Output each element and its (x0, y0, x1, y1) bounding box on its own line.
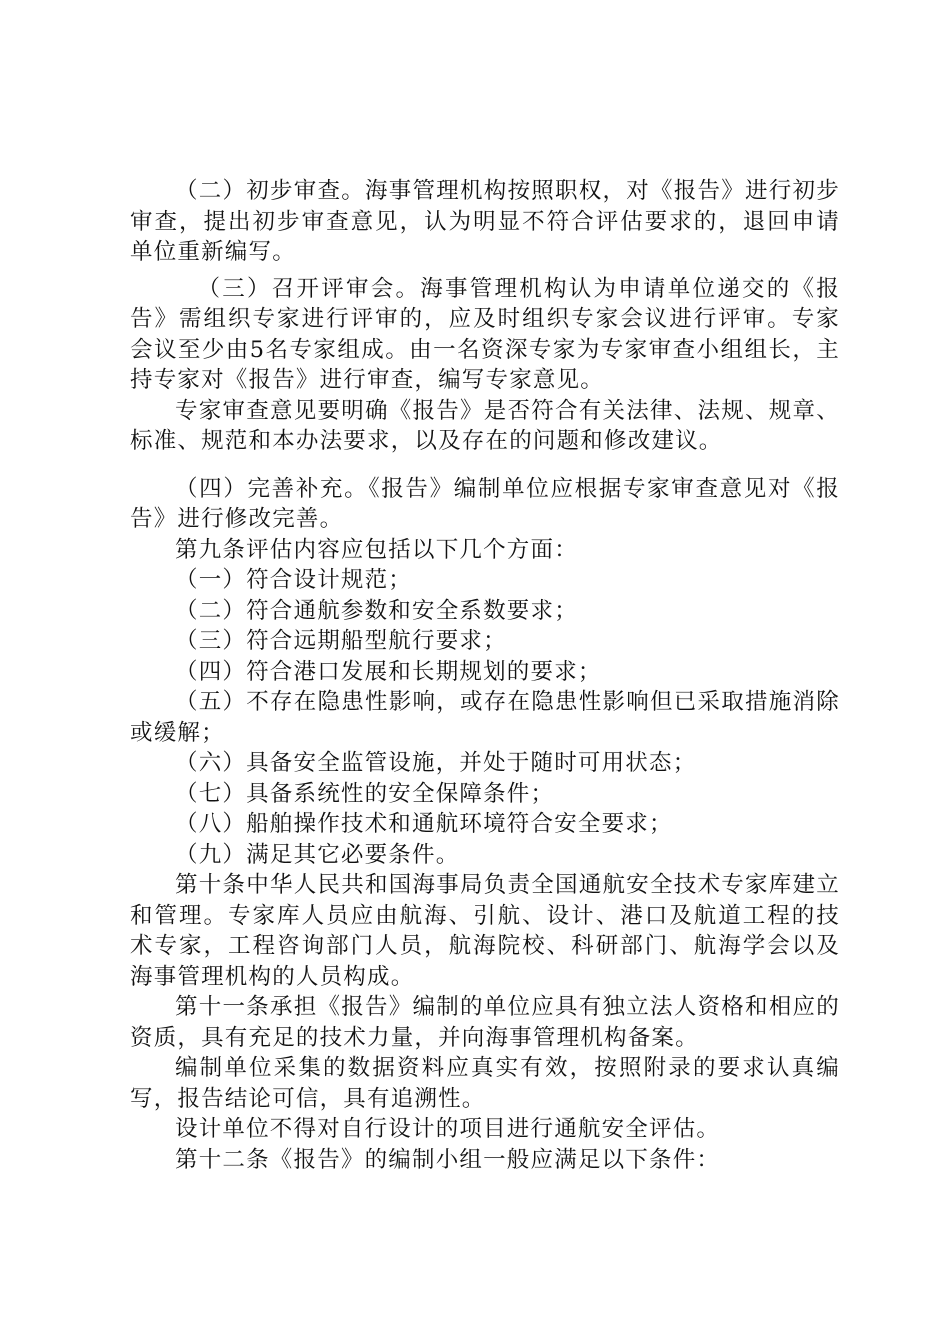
list-item: （一）符合设计规范； (175, 567, 413, 593)
list-item: （五）不存在隐患性影响，或存在隐患性影响但已采取措施消除或缓解； (130, 689, 840, 746)
paragraph-review-meeting: （三）召开评审会。海事管理机构认为申请单位递交的《报告》需组织专家进行评审的，应及时组织专家会议进行评审。专家会议至少由5名专家组成。由一名资深专家为专家审查小组组长，主持专家对《报告》进行审查，编写专家意见。 (130, 275, 840, 393)
paragraph-preliminary-review: （二）初步审查。海事管理机构按照职权，对《报告》进行初步审查，提出初步审查意见，认为明显不符合评估要求的，退回申请单位重新编写。 (130, 178, 840, 265)
list-item: （八）船舶操作技术和通航环境符合安全要求； (175, 811, 673, 837)
paragraph-article-9: 第九条评估内容应包括以下几个方面： (175, 536, 578, 563)
list-item: （六）具备安全监管设施，并处于随时可用状态； (175, 750, 697, 776)
paragraph-design-unit: 设计单位不得对自行设计的项目进行通航安全评估。 (175, 1116, 721, 1142)
list-item: （九）满足其它必要条件。 (175, 841, 460, 868)
paragraph-supplement: （四）完善补充。《报告》编制单位应根据专家审查意见对《报告》进行修改完善。 (130, 475, 840, 532)
paragraph-article-10: 第十条中华人民共和国海事局负责全国通航安全技术专家库建立和管理。专家库人员应由航海、引航、设计、港口及航道工程的技术专家，工程咨询部门人员，航海院校、科研部门、航海学会以及海事管理机构的人员构成。 (130, 872, 840, 990)
paragraph-data-requirements: 编制单位采集的数据资料应真实有效，按照附录的要求认真编写，报告结论可信，具有追溯性。 (130, 1055, 840, 1112)
list-item: （四）符合港口发展和长期规划的要求； (175, 658, 602, 685)
list-item: （七）具备系统性的安全保障条件； (175, 780, 555, 807)
list-item: （二）符合通航参数和安全系数要求； (175, 597, 578, 624)
list-item: （三）符合远期船型航行要求； (175, 628, 507, 654)
document-body (130, 176, 840, 1175)
paragraph-article-12: 第十二条《报告》的编制小组一般应满足以下条件： (175, 1146, 721, 1173)
paragraph-article-11: 第十一条承担《报告》编制的单位应具有独立法人资格和相应的资质，具有充足的技术力量，并向海事管理机构备案。 (130, 994, 840, 1051)
paragraph-expert-opinion: 专家审查意见要明确《报告》是否符合有关法律、法规、规章、标准、规范和本办法要求，以及存在的问题和修改建议。 (130, 397, 840, 454)
